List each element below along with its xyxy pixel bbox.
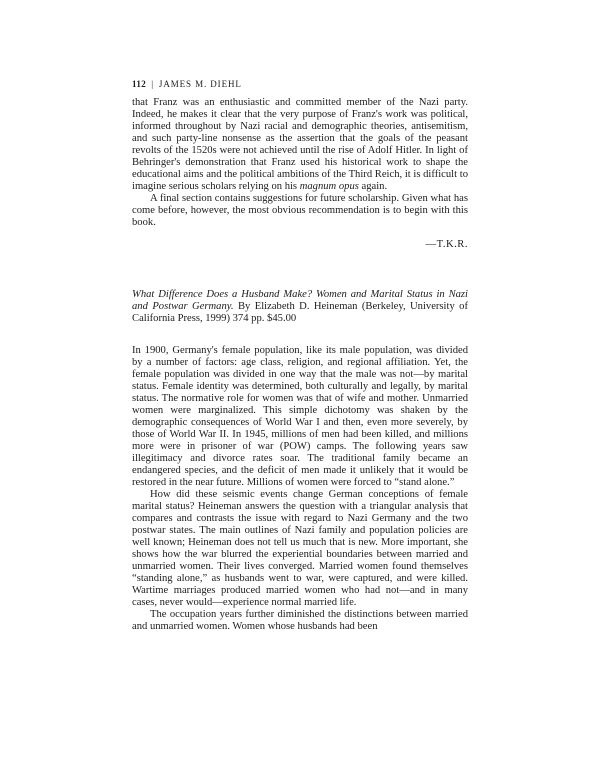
review2-paragraph-1: In 1900, Germany's female population, like its male population, was divided by a number of factors: age class, religion, and regional affiliation. Yet, the female population was divided in one way that the male was not—by marital status. Female identity was determined, both culturally and legally, by marital status. The normative role for women was that of wife and mother. Unmarried women were marginalized. This simple dichotomy was shaken by the demographic consequences of World War I and then, even more severely, by those of World War II. In 1945, millions of men had been killed, and millions more were in prisoner of war (POW) camps. The following years saw illegitimacy and divorce rates soar. The traditional family became an endangered species, and the deficit of men made it unlikely that it would be restored in the near future. Millions of women were forced to “stand alone.” bbox=[132, 345, 468, 488]
review1-paragraph-1-end: again. bbox=[358, 181, 388, 192]
review1-paragraph-1 bbox=[132, 97, 468, 193]
running-head bbox=[132, 78, 468, 90]
review-signature: —T.K.R. bbox=[425, 239, 468, 250]
review1-emphasis: magnum opus bbox=[299, 181, 359, 192]
page-number: 112 bbox=[132, 79, 147, 89]
review2-paragraph-2: How did these seismic events change German conceptions of female marital status? Heineman answers the question with a triangular analysis that compares and contrasts the issue with regard to Nazi Germany and the two postwar states. The main outlines of Nazi family and population policies are well known; Heineman does not tell us much that is new. More important, she shows how the war blurred the experiential boundaries between married and unmarried women. Their lives converged. Married women found themselves “standing alone,” as husbands went to war, were captured, and were killed. Wartime marriages produced married women who had not—and in many cases, never would—experience normal married life. bbox=[132, 489, 468, 608]
review1-paragraph-2: A final section contains suggestions for future scholarship. Given what has come before, however, the most obvious recommendation is to begin with this book. bbox=[132, 193, 468, 228]
running-head-separator: | bbox=[151, 79, 154, 89]
review2-citation bbox=[132, 289, 468, 325]
running-head-author: JAMES M. DIEHL bbox=[158, 79, 242, 89]
document-page bbox=[132, 78, 468, 633]
book-title: What Difference Does a Husband Make? Women and Marital Status in Nazi and Postwar Germany. bbox=[132, 289, 468, 312]
review1-paragraph-1-text: that Franz was an enthusiastic and committed member of the Nazi party. Indeed, he makes it clear that the very purpose of Franz's work was political, informed throughout by Nazi racial and demographic theories, antisemitism, and such party-line nonsense as the assertion that the goals of the peasant revolts of the 1520s were not achieved until the rise of Adolf Hitler. In light of Behringer's demonstration that Franz used his historical work to shape the educational aims and the political ambitions of the Third Reich, it is difficult to imagine serious scholars relying on his bbox=[132, 97, 468, 192]
review2-paragraph-3: The occupation years further diminished the distinctions between married and unmarried women. Women whose husbands had been bbox=[132, 609, 468, 632]
book-details: By Elizabeth D. Heineman (Berkeley, University of California Press, 1999) 374 pp. $45.00 bbox=[132, 301, 468, 324]
